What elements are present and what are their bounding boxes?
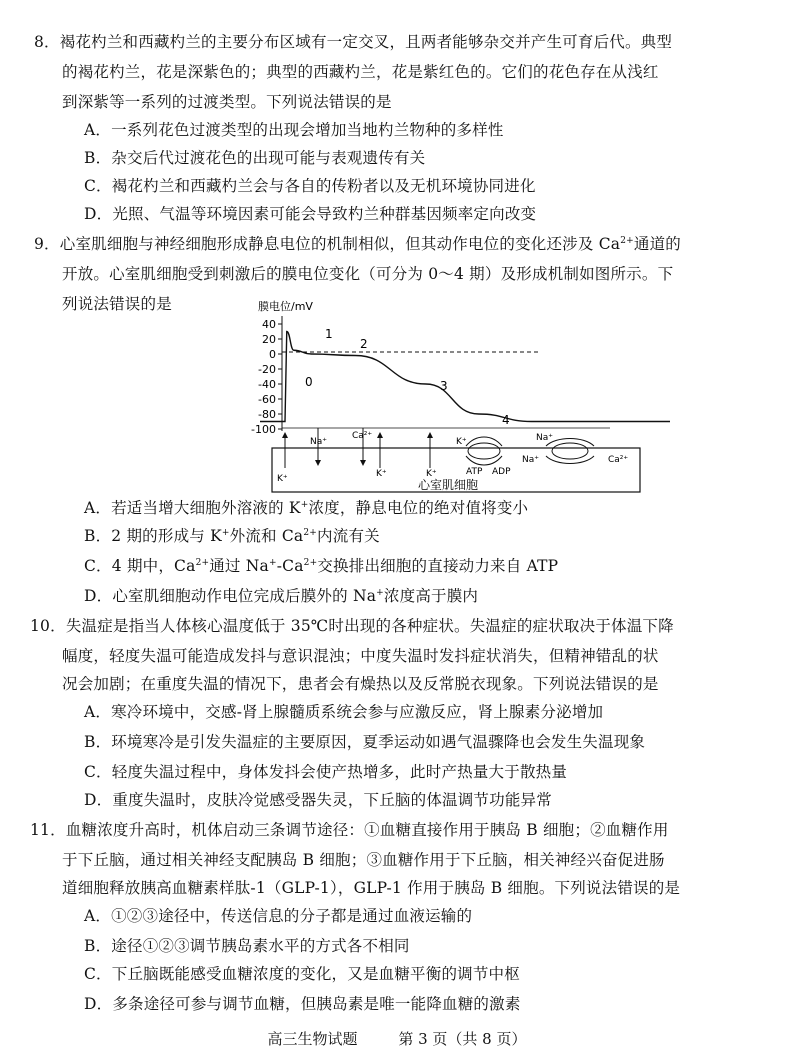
svg-text:ADP: ADP — [492, 467, 511, 477]
phase-0-label: 0 — [305, 375, 313, 389]
q10-option-b: B．环境寒冷是引发失温症的主要原因，夏季运动如遇气温骤降也会发生失温现象 — [84, 733, 646, 751]
ca-influx-arrow — [352, 428, 372, 466]
svg-text:Na⁺: Na⁺ — [536, 433, 553, 443]
q11-option-b: B．途径①②③调节胰岛素水平的方式各不相同 — [84, 937, 410, 955]
y-tick-label: 40 — [262, 318, 276, 331]
q10-option-d: D．重度失温时，皮肤冷觉感受器失灵，下丘脑的体温调节功能异常 — [84, 791, 552, 809]
y-axis-label: 膜电位/mV — [258, 300, 313, 313]
q10-option-c: C．轻度失温过程中，身体发抖会使产热增多，此时产热量大于散热量 — [84, 763, 568, 781]
q8-option-a: A．一系列花色过渡类型的出现会增加当地杓兰物种的多样性 — [84, 121, 504, 139]
q9-stem-line-3: 列说法错误的是 — [62, 295, 172, 313]
phase-2-label: 2 — [360, 337, 368, 351]
y-tick-label: -40 — [258, 378, 276, 391]
y-tick-label: -20 — [258, 363, 276, 376]
q9-stem-line-1: 9．心室肌细胞与神经细胞形成静息电位的机制相似，但其动作电位的变化还涉及 $Ca^{2+}$通道的 — [34, 235, 681, 253]
q10-stem-line-3: 况会加剧；在重度失温的情况下，患者会有燥热以及反常脱衣现象。下列说法错误的是 — [62, 675, 659, 693]
phase-4-label: 4 — [502, 413, 510, 427]
k-efflux-arrow — [277, 432, 288, 484]
phase-1-label: 1 — [325, 327, 333, 341]
svg-text:Ca²⁺: Ca²⁺ — [352, 431, 373, 441]
q9-option-c: C．4 期中，$Ca^{2+}$通过 $Na^+-Ca^{2+}$交换排出细胞的直接动力来自 ATP — [84, 557, 559, 575]
svg-text:K⁺: K⁺ — [376, 469, 387, 479]
phase-3-label: 3 — [440, 379, 448, 393]
action-potential-curve — [260, 332, 670, 422]
q9-option-a: A．若适当增大细胞外溶液的 K+浓度，静息电位的绝对值将变小 — [84, 499, 529, 517]
q10-stem-line-2: 幅度，轻度失温可能造成发抖与意识混浊；中度失温时发抖症状消失，但精神错乱的状 — [62, 647, 659, 665]
k-efflux-arrow-3 — [426, 432, 437, 479]
footer-title: 高三生物试题 — [267, 1030, 358, 1048]
footer-page-number: 第 3 页（共 8 页） — [398, 1030, 527, 1048]
na-ca-exchanger — [536, 433, 628, 465]
na-k-pump — [456, 437, 539, 477]
q9-stem-line-2: 开放。心室肌细胞受到刺激后的膜电位变化（可分为 0～4 期）及形成机制如图所示。下 — [62, 265, 674, 283]
y-ticks — [251, 318, 282, 436]
svg-text:K⁺: K⁺ — [456, 437, 467, 447]
y-tick-label: 20 — [262, 333, 276, 346]
membrane-potential-figure — [230, 296, 670, 496]
q11-option-d: D．多条途径可参与调节血糖，但胰岛素是唯一能降血糖的激素 — [84, 995, 521, 1013]
svg-text:K⁺: K⁺ — [426, 469, 437, 479]
na-influx-arrow — [310, 428, 327, 466]
q9-option-d: D．心室肌细胞动作电位完成后膜外的 Na+浓度高于膜内 — [84, 587, 479, 605]
q11-option-c: C．下丘脑既能感受血糖浓度的变化，又是血糖平衡的调节中枢 — [84, 965, 520, 983]
q11-stem-line-2: 于下丘脑，通过相关神经支配胰岛 B 细胞；③血糖作用于下丘脑，相关神经兴奋促进肠 — [62, 851, 665, 869]
cell-label: 心室肌细胞 — [418, 478, 479, 492]
q8-option-d: D．光照、气温等环境因素可能会导致杓兰种群基因频率定向改变 — [84, 205, 537, 223]
q8-option-c: C．褐花杓兰和西藏杓兰会与各自的传粉者以及无机环境协同进化 — [84, 177, 536, 195]
q8-stem-line-3: 到深紫等一系列的过渡类型。下列说法错误的是 — [62, 93, 392, 111]
svg-text:ATP: ATP — [466, 467, 483, 477]
q8-stem-line-1: 8．褐花杓兰和西藏杓兰的主要分布区域有一定交叉，且两者能够杂交并产生可育后代。典型 — [34, 33, 673, 51]
q10-option-a: A．寒冷环境中，交感-肾上腺髓质系统会参与应激反应，肾上腺素分泌增加 — [84, 703, 604, 721]
q11-stem-line-3: 道细胞释放胰高血糖素样肽-1（GLP-1），GLP-1 作用于胰岛 B 细胞。下列说法错误的是 — [62, 879, 681, 897]
y-tick-label: 0 — [269, 348, 276, 361]
q11-stem-line-1: 11．血糖浓度升高时，机体启动三条调节途径：①血糖直接作用于胰岛 B 细胞；②血糖作用 — [30, 821, 669, 839]
q11-option-a: A．①②③途径中，传送信息的分子都是通过血液运输的 — [84, 907, 473, 925]
q8-option-b: B．杂交后代过渡花色的出现可能与表观遗传有关 — [84, 149, 426, 167]
y-tick-label: -80 — [258, 408, 276, 421]
svg-text:K⁺: K⁺ — [277, 474, 288, 484]
q8-stem-line-2: 的褐花杓兰，花是深紫色的；典型的西藏杓兰，花是紫红色的。它们的花色存在从浅红 — [62, 63, 659, 81]
q10-stem-line-1: 10．失温症是指当人体核心温度低于 35℃时出现的各种症状。失温症的症状取决于体温下降 — [30, 617, 674, 635]
y-tick-label: -100 — [251, 423, 276, 436]
k-efflux-arrow-2 — [376, 432, 387, 479]
svg-text:Na⁺: Na⁺ — [522, 455, 539, 465]
q9-option-b: B．2 期的形成与 K+外流和 $Ca^{2+}$内流有关 — [84, 527, 380, 545]
svg-text:Na⁺: Na⁺ — [310, 437, 327, 447]
y-tick-label: -60 — [258, 393, 276, 406]
page-footer — [0, 1028, 794, 1049]
svg-text:Ca²⁺: Ca²⁺ — [608, 455, 629, 465]
